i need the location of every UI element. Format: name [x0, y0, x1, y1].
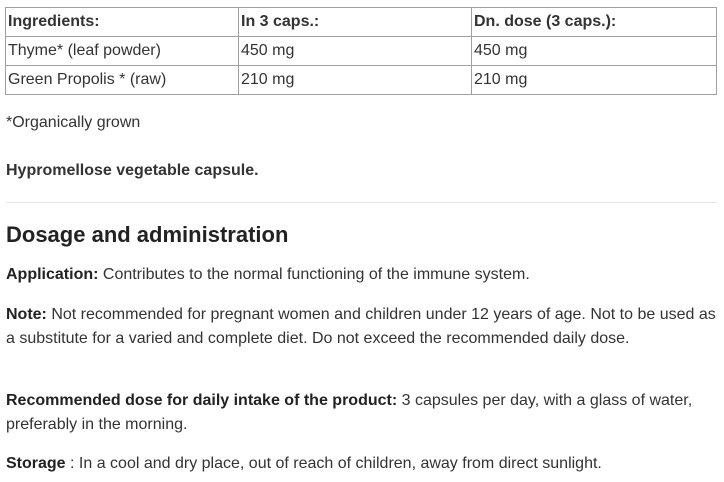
note-paragraph	[6, 303, 720, 351]
application-text: Contributes to the normal functioning of the immune system.	[98, 266, 530, 283]
recommended-dose-paragraph	[6, 389, 720, 437]
header-daily-dose: Dn. dose (3 caps.):	[472, 8, 717, 37]
organic-footnote: *Organically grown	[6, 114, 141, 131]
ingredient-name: Green Propolis * (raw)	[6, 66, 239, 95]
section-divider	[6, 202, 717, 203]
header-ingredients: Ingredients:	[6, 8, 239, 37]
daily-dose-amount: 450 mg	[472, 37, 717, 66]
table-row	[6, 37, 717, 66]
application-paragraph	[6, 263, 720, 287]
ingredient-name: Thyme* (leaf powder)	[6, 37, 239, 66]
table-header-row	[6, 8, 717, 37]
table-row	[6, 66, 717, 95]
recommended-dose-text: 3 capsules per day, with a glass of water, preferably in the morning.	[6, 392, 693, 433]
daily-dose-amount: 210 mg	[472, 66, 717, 95]
note-text: Not recommended for pregnant women and children under 12 years of age. Not to be used as a substitute for a varied and complete diet. Do not exceed the recommended daily dose.	[6, 306, 716, 347]
section-title: Dosage and administration	[6, 222, 289, 247]
storage-paragraph	[6, 452, 720, 476]
storage-label: Storage	[6, 455, 66, 472]
amount-in-3-caps: 210 mg	[239, 66, 472, 95]
header-in-3-caps: In 3 caps.:	[239, 8, 472, 37]
recommended-dose-label: Recommended dose for daily intake of the product:	[6, 392, 398, 409]
note-label: Note:	[6, 306, 47, 323]
storage-text: : In a cool and dry place, out of reach of children, away from direct sunlight.	[65, 455, 602, 472]
amount-in-3-caps: 450 mg	[239, 37, 472, 66]
capsule-note: Hypromellose vegetable capsule.	[6, 162, 259, 179]
ingredients-table	[5, 7, 717, 95]
application-label: Application:	[6, 266, 99, 283]
